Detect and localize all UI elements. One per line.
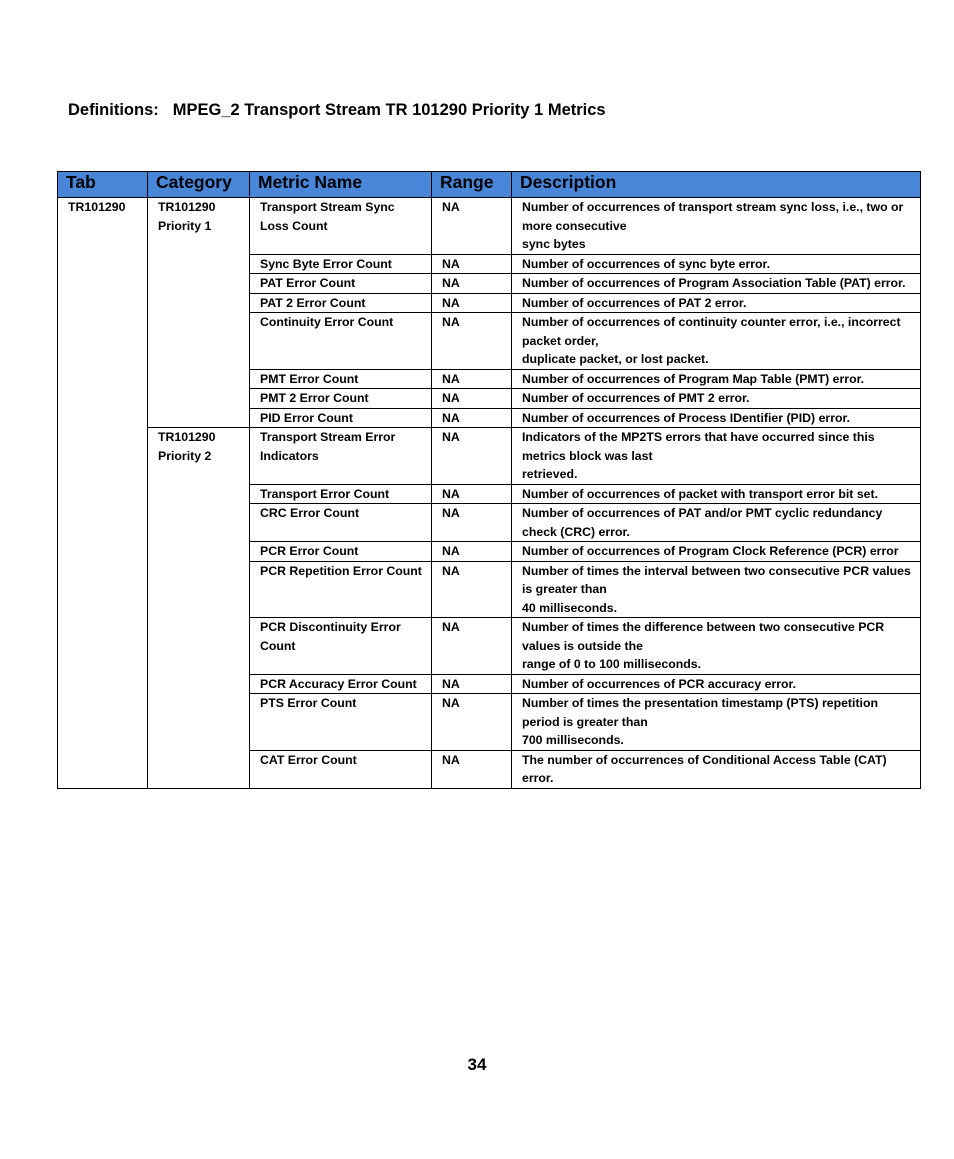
- description-cell: [512, 542, 921, 562]
- heading-label: Definitions:: [68, 101, 159, 119]
- metric-name-cell: Continuity Error Count: [250, 313, 432, 370]
- range-cell: NA: [432, 561, 512, 618]
- range-cell: NA: [432, 408, 512, 428]
- description-line: 700 milliseconds.: [522, 733, 624, 747]
- description-cell: [512, 750, 921, 788]
- range-cell: NA: [432, 293, 512, 313]
- metric-name-cell: Transport Stream Error Indicators: [250, 428, 432, 485]
- description-cell: [512, 504, 921, 542]
- range-cell: NA: [432, 694, 512, 751]
- description-line: Number of occurrences of transport stream sync loss, i.e., two or more consecutive: [522, 200, 904, 233]
- description-cell: [512, 484, 921, 504]
- table-row: [58, 198, 921, 255]
- range-cell: NA: [432, 274, 512, 294]
- table-header-row: [58, 172, 921, 198]
- range-cell: NA: [432, 750, 512, 788]
- range-cell: NA: [432, 389, 512, 409]
- description-line: Number of times the presentation timestamp (PTS) repetition period is greater than: [522, 696, 878, 729]
- description-line: Number of occurrences of packet with transport error bit set.: [522, 486, 879, 501]
- metric-name-cell: Sync Byte Error Count: [250, 254, 432, 274]
- column-header-metric-name: Metric Name: [250, 172, 432, 198]
- description-line: The number of occurrences of Conditional Access Table (CAT) error.: [522, 752, 887, 785]
- metric-name-cell: PTS Error Count: [250, 694, 432, 751]
- metric-name-cell: CAT Error Count: [250, 750, 432, 788]
- metric-name-cell: Transport Stream Sync Loss Count: [250, 198, 432, 255]
- description-cell: [512, 254, 921, 274]
- metric-name-cell: PMT Error Count: [250, 369, 432, 389]
- description-line: Number of times the interval between two consecutive PCR values is greater than: [522, 563, 911, 596]
- description-line: Number of occurrences of continuity counter error, i.e., incorrect packet order,: [522, 315, 901, 348]
- description-cell: [512, 408, 921, 428]
- table-body: [58, 198, 921, 789]
- description-line: Number of times the difference between two consecutive PCR values is outside the: [522, 620, 885, 653]
- range-cell: NA: [432, 618, 512, 675]
- category-line: TR101290: [158, 430, 216, 444]
- category-line: Priority 2: [158, 448, 212, 463]
- range-cell: NA: [432, 674, 512, 694]
- heading-title: MPEG_2 Transport Stream TR 101290 Priority 1 Metrics: [172, 101, 606, 119]
- category-cell: [148, 198, 250, 428]
- table-row: [58, 428, 921, 485]
- description-cell: [512, 293, 921, 313]
- description-cell: [512, 618, 921, 675]
- metric-name-cell: PCR Discontinuity Error Count: [250, 618, 432, 675]
- page-heading: [68, 101, 606, 120]
- metric-name-cell: PCR Repetition Error Count: [250, 561, 432, 618]
- column-header-range: Range: [432, 172, 512, 198]
- range-cell: NA: [432, 198, 512, 255]
- tab-cell: TR101290: [58, 198, 148, 789]
- metric-name-cell: PID Error Count: [250, 408, 432, 428]
- description-cell: [512, 561, 921, 618]
- description-line: Number of occurrences of PMT 2 error.: [522, 391, 750, 405]
- description-line: Number of occurrences of Program Map Table (PMT) error.: [522, 371, 865, 386]
- range-cell: NA: [432, 313, 512, 370]
- metric-name-cell: PMT 2 Error Count: [250, 389, 432, 409]
- metric-name-cell: PCR Error Count: [250, 542, 432, 562]
- column-header-description: Description: [512, 172, 921, 198]
- range-cell: NA: [432, 504, 512, 542]
- description-cell: [512, 694, 921, 751]
- description-cell: [512, 274, 921, 294]
- description-line: duplicate packet, or lost packet.: [522, 352, 709, 366]
- description-cell: [512, 674, 921, 694]
- page-number: 34: [467, 1055, 487, 1074]
- metric-name-cell: PAT 2 Error Count: [250, 293, 432, 313]
- description-line: range of 0 to 100 milliseconds.: [522, 657, 702, 671]
- range-cell: NA: [432, 254, 512, 274]
- range-cell: NA: [432, 484, 512, 504]
- column-header-tab: Tab: [58, 172, 148, 198]
- description-line: Number of occurrences of Process IDentifier (PID) error.: [522, 410, 851, 425]
- description-cell: [512, 428, 921, 485]
- metric-name-cell: PAT Error Count: [250, 274, 432, 294]
- description-line: sync bytes: [522, 237, 586, 251]
- range-cell: NA: [432, 369, 512, 389]
- description-line: Number of occurrences of Program Association Table (PAT) error.: [522, 276, 906, 290]
- column-header-category: Category: [148, 172, 250, 198]
- description-cell: [512, 313, 921, 370]
- description-line: Number of occurrences of PAT 2 error.: [522, 295, 747, 310]
- metric-name-cell: CRC Error Count: [250, 504, 432, 542]
- description-line: 40 milliseconds.: [522, 600, 618, 615]
- description-line: Number of occurrences of PAT and/or PMT cyclic redundancy check (CRC) error.: [522, 506, 883, 539]
- description-cell: [512, 369, 921, 389]
- description-cell: [512, 198, 921, 255]
- range-cell: NA: [432, 428, 512, 485]
- metrics-table: [57, 171, 921, 789]
- description-line: retrieved.: [522, 467, 578, 481]
- description-line: Number of occurrences of sync byte error.: [522, 256, 771, 271]
- description-line: Number of occurrences of Program Clock Reference (PCR) error: [522, 544, 899, 558]
- range-cell: NA: [432, 542, 512, 562]
- category-line: TR101290: [158, 200, 216, 214]
- metric-name-cell: PCR Accuracy Error Count: [250, 674, 432, 694]
- category-line: Priority 1: [158, 218, 212, 233]
- description-line: Number of occurrences of PCR accuracy error.: [522, 676, 797, 691]
- description-cell: [512, 389, 921, 409]
- metric-name-cell: Transport Error Count: [250, 484, 432, 504]
- description-line: Indicators of the MP2TS errors that have occurred since this metrics block was last: [522, 430, 875, 463]
- category-cell: [148, 428, 250, 789]
